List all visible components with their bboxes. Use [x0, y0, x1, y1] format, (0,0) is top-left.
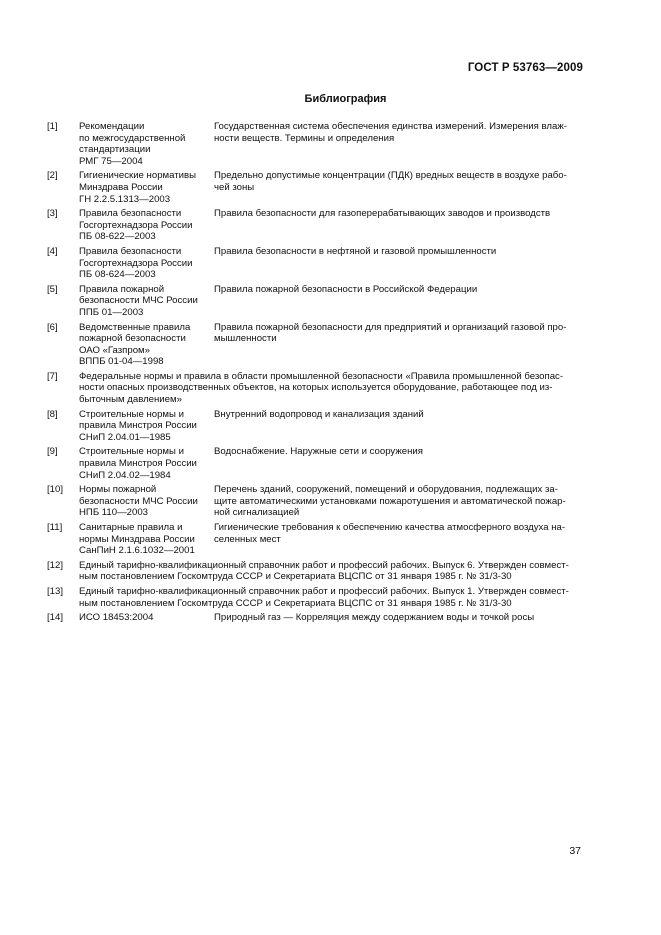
entry-text-line: Природный газ — Корреляция между содержанием воды и точкой росы: [214, 612, 535, 624]
entry-text-line: ности веществ. Термины и определения: [214, 132, 395, 144]
entry-text-line: ной сигнализацией: [214, 507, 300, 519]
entry-source-line: по межгосударственной: [79, 132, 186, 144]
entry-source-line: ОАО «Газпром»: [79, 344, 150, 356]
entry-number: [14]: [47, 612, 64, 624]
bibliography-entry: [47, 409, 584, 444]
entry-source-line: Правила пожарной: [79, 283, 165, 295]
entry-source: [79, 121, 214, 167]
entry-title: [214, 612, 584, 624]
entry-number: [12]: [47, 559, 64, 571]
bibliography-list: [47, 121, 584, 627]
entry-source-line: ПБ 08-622—2003: [79, 231, 156, 243]
entry-number: [2]: [47, 170, 58, 182]
entry-title: [214, 208, 584, 243]
entry-source-line: правила Минстроя России: [79, 458, 197, 470]
entry-text-line: Федеральные нормы и правила в области промышленной безопасности «Правила промышленной безопас-: [79, 370, 564, 382]
entry-source-line: ВППБ 01-04—1998: [79, 356, 164, 368]
document-code: ГОСТ Р 53763—2009: [467, 62, 583, 74]
entry-number: [13]: [47, 585, 64, 597]
entry-number: [4]: [47, 245, 58, 257]
entry-text-line: Правила пожарной безопасности в Российской Федерации: [214, 283, 478, 295]
entry-text-line: Правила безопасности для газоперерабатывающих заводов и производств: [214, 208, 551, 220]
bibliography-entry: [47, 446, 584, 481]
entry-title: [214, 409, 584, 444]
entry-source-line: Госгортехнадзора России: [79, 257, 193, 269]
entry-source-line: безопасности МЧС России: [79, 295, 198, 307]
entry-source: [79, 409, 214, 444]
entry-source-line: ПБ 08-624—2003: [79, 269, 156, 281]
entry-full-text: [79, 371, 584, 406]
entry-title: [214, 121, 584, 167]
entry-source-line: ГН 2.2.5.1313—2003: [79, 193, 171, 205]
entry-number: [1]: [47, 121, 58, 132]
entry-number: [8]: [47, 408, 58, 420]
entry-source-line: СНиП 2.04.02—1984: [79, 469, 171, 481]
entry-source-line: ИСО 18453:2004: [79, 612, 154, 624]
entry-source: [79, 446, 214, 481]
entry-source-line: Санитарные правила и: [79, 522, 183, 533]
entry-title: [214, 246, 584, 281]
entry-source-line: правила Минстроя России: [79, 420, 197, 432]
entry-text-line: ным постановлением Госкомтруда СССР и Секретариата ВЦСПС от 31 января 1985 г. № 31/3-30: [79, 597, 512, 609]
page-number: 37: [569, 845, 581, 857]
entry-source: [79, 322, 214, 368]
entry-source-line: ППБ 01—2003: [79, 306, 144, 318]
bibliography-entry: [47, 246, 584, 281]
bibliography-entry: [47, 484, 584, 519]
entry-source-line: Рекомендации: [79, 121, 145, 132]
entry-source-line: НПБ 110—2003: [79, 507, 149, 519]
entry-text-line: Государственная система обеспечения единства измерений. Измерения влаж-: [214, 121, 567, 132]
entry-number: [7]: [47, 370, 58, 382]
entry-text-line: Единый тарифно-квалификационный справочник работ и профессий рабочих. Выпуск 1. Утвержден совмест-: [79, 585, 569, 597]
entry-source-line: Строительные нормы и: [79, 408, 184, 420]
entry-full-text: [79, 586, 584, 609]
entry-number: [5]: [47, 283, 58, 295]
entry-source: [79, 612, 214, 624]
entry-text-line: Гигиенические требования к обеспечению качества атмосферного воздуха на-: [214, 522, 566, 533]
entry-text-line: ности опасных производственных объектов, на которых используется оборудование, работающее под из-: [79, 382, 553, 394]
entry-source: [79, 170, 214, 205]
entry-text-line: Предельно допустимые концентрации (ПДК) вредных веществ в воздухе рабо-: [214, 170, 567, 182]
entry-title: [214, 446, 584, 481]
bibliography-entry: [47, 371, 584, 406]
bibliography-entry: [47, 121, 584, 167]
entry-source-line: Минздрава России: [79, 181, 163, 193]
page-title: Библиография: [304, 93, 387, 105]
entry-text-line: ным постановлением Госкомтруда СССР и Секретариата ВЦСПС от 31 января 1985 г. № 31/3-30: [79, 571, 512, 583]
entry-source-line: РМГ 75—2004: [79, 155, 143, 167]
entry-source-line: СанПиН 2.1.6.1032—2001: [79, 545, 195, 557]
entry-source: [79, 522, 214, 557]
entry-title: [214, 522, 584, 557]
entry-source: [79, 484, 214, 519]
entry-title: [214, 284, 584, 319]
entry-source-line: СНиП 2.04.01—1985: [79, 431, 171, 443]
entry-source: [79, 208, 214, 243]
entry-source-line: Нормы пожарной: [79, 484, 157, 496]
entry-text-line: мышленности: [214, 333, 277, 345]
entry-text-line: Перечень зданий, сооружений, помещений и оборудования, подлежащих за-: [214, 484, 558, 496]
bibliography-entry: [47, 560, 584, 583]
entry-text-line: селенных мест: [214, 533, 281, 545]
entry-title: [214, 170, 584, 205]
entry-number: [9]: [47, 446, 58, 458]
bibliography-entry: [47, 170, 584, 205]
entry-source-line: Строительные нормы и: [79, 446, 184, 458]
entry-source-line: Правила безопасности: [79, 208, 182, 220]
bibliography-entry: [47, 322, 584, 368]
entry-text-line: Единый тарифно-квалификационный справочник работ и профессий рабочих. Выпуск 6. Утвержден совмест-: [79, 559, 569, 571]
bibliography-entry: [47, 284, 584, 319]
entry-source-line: Госгортехнадзора России: [79, 219, 193, 231]
entry-text-line: быточным давлением»: [79, 394, 182, 406]
entry-source-line: нормы Минздрава России: [79, 533, 195, 545]
bibliography-entry: [47, 612, 584, 624]
entry-text-line: Внутренний водопровод и канализация зданий: [214, 408, 424, 420]
entry-full-text: [79, 560, 584, 583]
entry-number: [11]: [47, 522, 63, 533]
entry-source: [79, 246, 214, 281]
entry-number: [3]: [47, 208, 58, 220]
entry-number: [6]: [47, 321, 58, 333]
bibliography-entry: [47, 522, 584, 557]
entry-title: [214, 484, 584, 519]
entry-source-line: Правила безопасности: [79, 245, 182, 257]
entry-title: [214, 322, 584, 368]
bibliography-entry: [47, 586, 584, 609]
entry-text-line: Водоснабжение. Наружные сети и сооружения: [214, 446, 423, 458]
entry-source-line: стандартизации: [79, 144, 151, 156]
entry-source: [79, 284, 214, 319]
entry-text-line: Правила пожарной безопасности для предприятий и организаций газовой про-: [214, 321, 567, 333]
entry-source-line: безопасности МЧС России: [79, 495, 198, 507]
entry-text-line: чей зоны: [214, 181, 255, 193]
bibliography-entry: [47, 208, 584, 243]
entry-source-line: Гигиенические нормативы: [79, 170, 196, 182]
entry-text-line: Правила безопасности в нефтяной и газовой промышленности: [214, 245, 497, 257]
entry-number: [10]: [47, 484, 64, 496]
entry-text-line: щите автоматическими установками пожаротушения и автоматической пожар-: [214, 495, 566, 507]
entry-source-line: Ведомственные правила: [79, 321, 191, 333]
entry-source-line: пожарной безопасности: [79, 333, 186, 345]
